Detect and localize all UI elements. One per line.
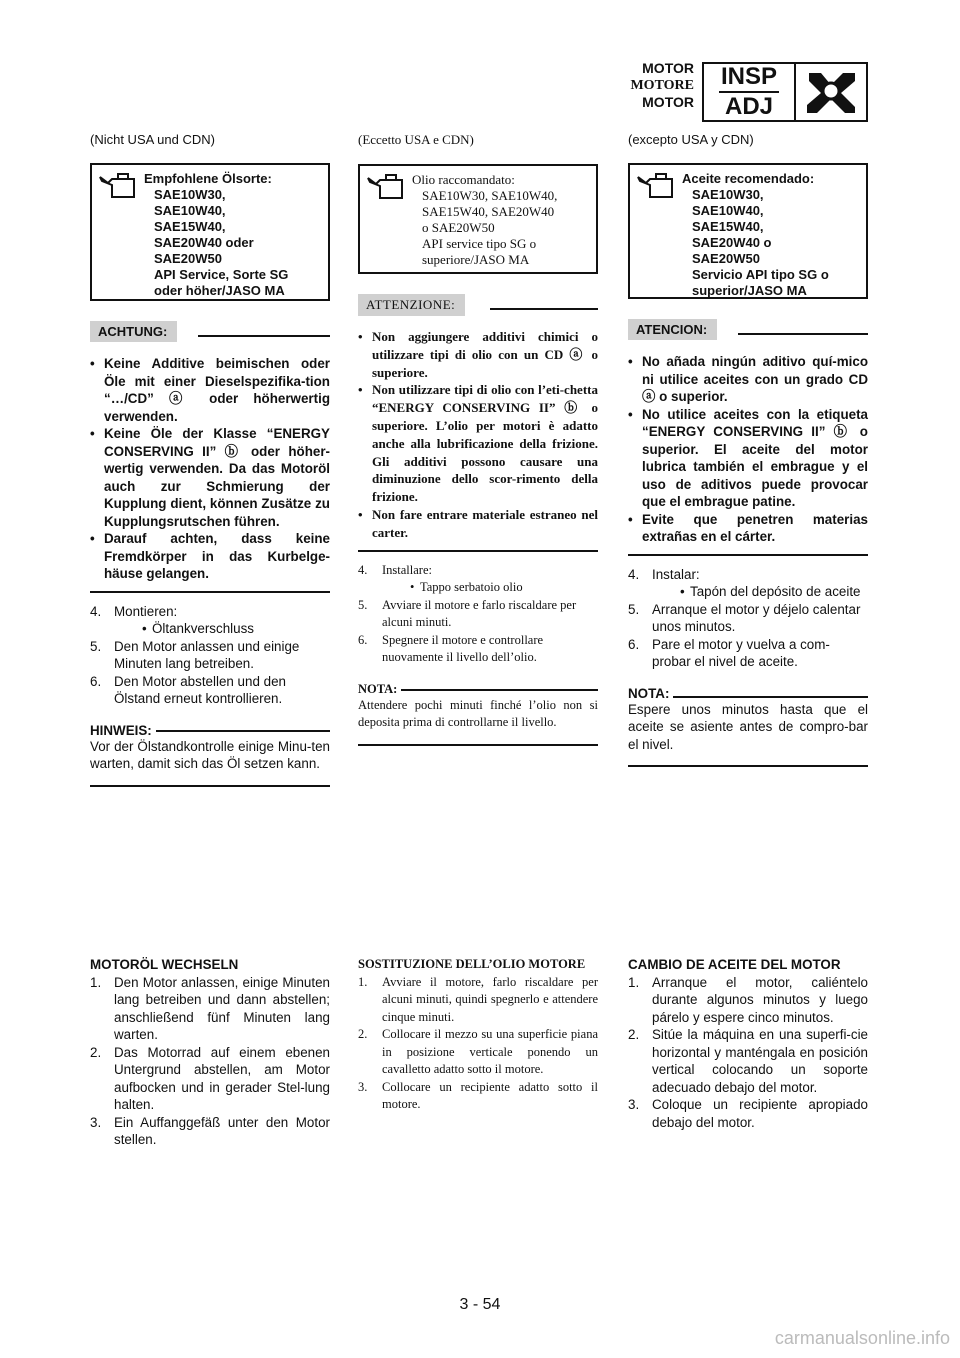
- spec-line: SAE10W40,: [154, 203, 226, 218]
- step-subitem: • Tappo serbatoio olio: [382, 579, 598, 597]
- spec-line: superiore/JASO MA: [422, 252, 530, 267]
- region-note: (Nicht USA und CDN): [90, 132, 215, 147]
- spec-line: SAE15W40,: [692, 219, 764, 234]
- spec-line: SAE20W40 oder: [154, 235, 254, 250]
- insp-label: INSP: [720, 63, 777, 90]
- caution-item: • No utilice aceites con la etiqueta “ENERGY CONSERVING II” ⓑ o superior. El aceite del motor lubrica también el embrague y el uso de aditivos puede provocar que el embrague patine.: [628, 406, 868, 511]
- note-label: HINWEIS:: [90, 723, 156, 738]
- step-item: 6. Pare el motor y vuelva a com-probar el nivel de aceite.: [628, 636, 830, 669]
- step-item: 6. Spegnere il motore e controllare nuovamente il livello dell’olio.: [358, 632, 544, 665]
- oil-spec-text: [412, 166, 557, 272]
- note-label: NOTA:: [628, 686, 673, 701]
- caution-header: [358, 294, 598, 320]
- caution-item: • Evite que penetren materias extrañas en el cárter.: [628, 511, 868, 546]
- step-item: 5. Den Motor anlassen und einige Minuten lang betreiben.: [90, 638, 300, 671]
- caution-label: ATENCION:: [628, 319, 717, 340]
- caution-header: [90, 321, 330, 347]
- spec-heading: Empfohlene Ölsorte:: [144, 171, 272, 186]
- step-subitem: • Tapón del depósito de aceite: [652, 583, 868, 601]
- wrench-icon: [796, 64, 866, 120]
- section-title: MOTORÖL WECHSELN: [90, 957, 239, 972]
- step-item: 4. Montieren: • Öltankverschluss: [90, 603, 330, 638]
- step-item: 5. Arranque el motor y déjelo calentar unos minutos.: [628, 601, 861, 634]
- step-item: 2. Das Motorrad auf einem ebenen Untergrund abstellen, am Motor aufbocken und in gerader Stel-lung halten.: [90, 1044, 330, 1112]
- note-text: Attendere pochi minuti finché l’olio non si deposita prima di controllarne il livello.: [358, 697, 598, 730]
- oil-can-icon: [360, 166, 412, 272]
- step-item: 6. Den Motor abstellen und den Ölstand erneut kontrollieren.: [90, 673, 286, 706]
- step-item: 3. Ein Auffanggefäß unter den Motor stellen.: [90, 1114, 330, 1147]
- step-list: [628, 566, 868, 671]
- adj-label: ADJ: [724, 93, 773, 120]
- step-item: 3. Collocare un recipiente adatto sotto il motore.: [358, 1079, 598, 1111]
- caution-item: • Keine Öle der Klasse “ENERGY CONSERVING II” ⓑ oder höher-wertig verwenden. Da das Motoröl auch zur Schmierung der Kupplung dient, können Zusätze zu Kupplungsrutschen führen.: [90, 425, 330, 530]
- spec-line: SAE20W50: [154, 251, 222, 266]
- caution-label: ATTENZIONE:: [358, 294, 465, 316]
- step-item: 2. Collocare il mezzo su una superficie piana in posizione verticale ponendo un cavalletto adatto sotto il motore.: [358, 1027, 598, 1076]
- oil-change-spanish: [628, 956, 868, 1131]
- recommended-oil-box: [628, 163, 868, 299]
- watermark: carmanualsonline.info: [774, 1328, 950, 1348]
- note-block: [628, 685, 868, 754]
- spec-line: API Service, Sorte SG: [154, 267, 289, 282]
- step-subitem: • Öltankverschluss: [114, 620, 330, 638]
- page-number: 3 - 54: [459, 1296, 501, 1313]
- step-item: 1. Den Motor anlassen, einige Minuten lang betreiben und dann abstellen; anschließend fünf Minuten lang warten.: [90, 974, 330, 1042]
- caution-list: [628, 353, 868, 546]
- header-line-es: MOTOR: [642, 94, 694, 110]
- caution-item: • Non aggiungere additivi chimici o utilizzare tipi di olio con un CD ⓐ o superiore.: [358, 328, 598, 381]
- region-note: (Eccetto USA e CDN): [358, 132, 474, 147]
- caution-label: ACHTUNG:: [90, 321, 177, 342]
- step-item: 2. Sitúe la máquina en una superfi-cie horizontal y manténgala en posición vertical colocando un soporte adecuado debajo del motor.: [628, 1027, 868, 1095]
- spec-heading: Aceite recomendado:: [682, 171, 815, 186]
- spec-line: Servicio API tipo SG o: [692, 267, 829, 282]
- header-line-it: MOTORE: [630, 78, 694, 93]
- section-title: SOSTITUZIONE DELL’OLIO MOTORE: [358, 957, 586, 971]
- header-line-de: MOTOR: [642, 60, 694, 76]
- column-italian: [358, 132, 598, 746]
- caution-header: [628, 319, 868, 345]
- step-item: 3. Coloque un recipiente apropiado debajo del motor.: [628, 1097, 868, 1130]
- spec-line: oder höher/JASO MA: [154, 283, 285, 298]
- step-list: [358, 562, 598, 667]
- step-item: 4. Installare: • Tappo serbatoio olio: [358, 562, 598, 597]
- step-item: 5. Avviare il motore e farlo riscaldare per alcuni minuti.: [358, 597, 577, 630]
- column-german: [90, 132, 330, 787]
- caution-list: [358, 328, 598, 542]
- section-title: CAMBIO DE ACEITE DEL MOTOR: [628, 957, 841, 972]
- caution-item: • Darauf achten, dass keine Fremdkörper in das Kurbelge-häuse gelangen.: [90, 530, 330, 583]
- spec-line: o SAE20W50: [422, 220, 495, 235]
- caution-item: • Keine Additive beimischen oder Öle mit einer Dieselspezifika-tion “…/CD” ⓐ oder höherwertig verwenden.: [90, 355, 330, 425]
- note-block: [90, 722, 330, 773]
- spec-line: superior/JASO MA: [692, 283, 807, 298]
- spec-line: SAE20W50: [692, 251, 760, 266]
- caution-item: • Non fare entrare materiale estraneo nel carter.: [358, 506, 598, 542]
- insp-adj-badge: [702, 62, 868, 122]
- spec-line: SAE10W40,: [692, 203, 764, 218]
- step-item: 1. Arranque el motor, caliéntelo durante algunos minutos y luego párelo y espere cinco minutos.: [628, 974, 868, 1025]
- spec-line: SAE20W40 o: [692, 235, 772, 250]
- recommended-oil-box: [358, 164, 598, 274]
- spec-line: SAE10W30, SAE10W40,: [422, 188, 558, 203]
- note-label: NOTA:: [358, 682, 401, 696]
- spec-line: SAE15W40, SAE20W40: [422, 204, 555, 219]
- oil-spec-text: [682, 165, 829, 297]
- spec-line: SAE10W30,: [154, 187, 226, 202]
- oil-can-icon: [630, 165, 682, 297]
- spec-heading: Olio raccomandato:: [412, 172, 515, 187]
- caution-item: • No añada ningún aditivo quí-mico ni utilice aceites con un grado CD ⓐ o superior.: [628, 353, 868, 406]
- step-item: 1. Avviare il motore, farlo riscaldare per alcuni minuti, quindi spegnerlo e attendere cinque minuti.: [358, 974, 598, 1024]
- caution-list: [90, 355, 330, 583]
- oil-can-icon: [92, 165, 144, 299]
- spec-line: API service tipo SG o: [422, 236, 537, 251]
- note-text: Espere unos minutos hasta que el aceite se asiente antes de compro-bar el nivel.: [628, 701, 868, 752]
- note-block: [358, 681, 598, 732]
- note-text: Vor der Ölstandkontrolle einige Minu-ten warten, damit sich das Öl setzen kann.: [90, 738, 330, 771]
- recommended-oil-box: [90, 163, 330, 301]
- step-list: [90, 603, 330, 708]
- section-header-labels: [600, 60, 694, 111]
- caution-item: • Non utilizzare tipi di olio con l’eti-chetta “ENERGY CONSERVING II” ⓑ o superiore. L’olio per motori è adatto anche alla lubrificazione della frizione. Gli additivi possono causare una diminuzione dello scor-rimento della frizione.: [358, 381, 598, 506]
- oil-change-italian: [358, 956, 598, 1114]
- oil-change-german: [90, 956, 330, 1149]
- spec-line: SAE10W30,: [692, 187, 764, 202]
- insp-adj-text: [704, 64, 796, 120]
- spec-line: SAE15W40,: [154, 219, 226, 234]
- region-note: (excepto USA y CDN): [628, 132, 754, 147]
- column-spanish: [628, 132, 868, 767]
- oil-spec-text: [144, 165, 288, 299]
- step-item: 4. Instalar: • Tapón del depósito de aceite: [628, 566, 868, 601]
